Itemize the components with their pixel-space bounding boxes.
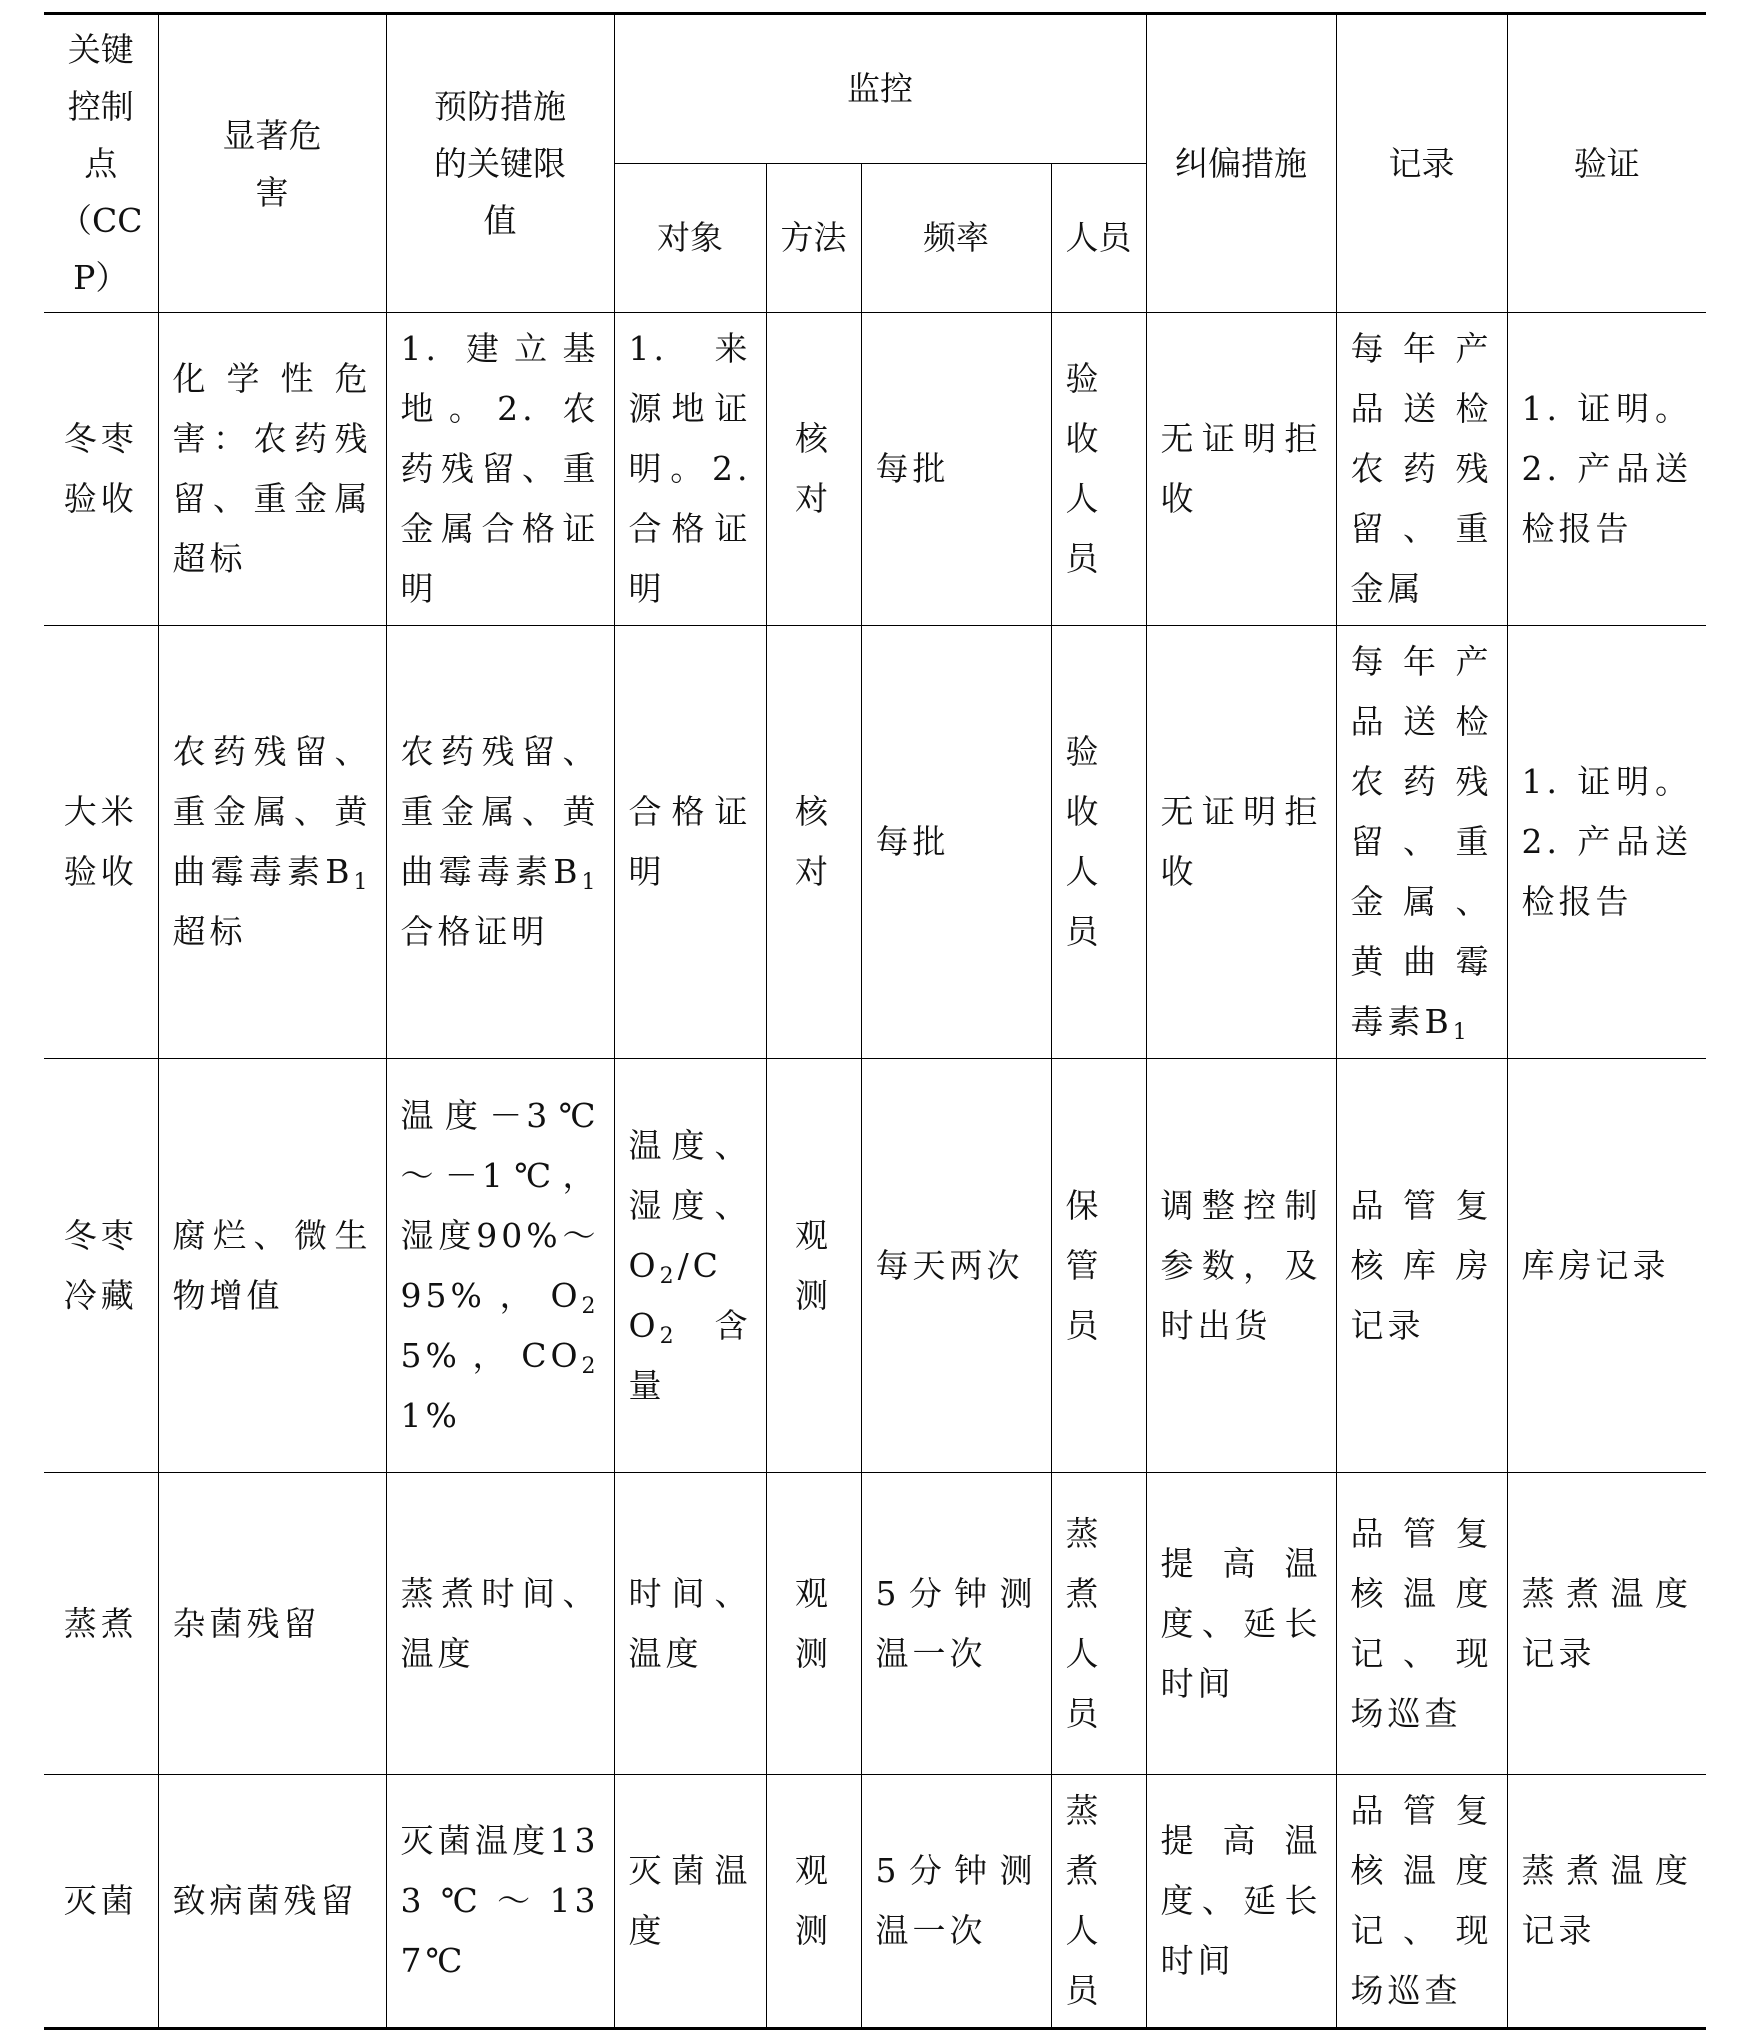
cell-object xyxy=(614,1059,766,1473)
cell-record: 品管复核库房记录 xyxy=(1336,1059,1507,1473)
cell-personnel: 验收人员 xyxy=(1051,313,1146,626)
cell-hazard: 杂菌残留 xyxy=(158,1473,386,1775)
cell-limit: 灭菌温度133℃～137℃ xyxy=(386,1775,614,2029)
col-header-verification: 验证 xyxy=(1507,14,1706,313)
cell-record: 品管复核温度记、现场巡查 xyxy=(1336,1473,1507,1775)
cell-ccp: 冬枣冷藏 xyxy=(44,1059,158,1473)
table-row xyxy=(44,1775,1706,2029)
cell-limit xyxy=(386,626,614,1059)
cell-correction: 调整控制参数，及时出货 xyxy=(1146,1059,1336,1473)
table-row xyxy=(44,626,1706,1059)
table-row xyxy=(44,1059,1706,1473)
col-header-hazard: 显著危害 xyxy=(158,14,386,313)
subscript: 2 xyxy=(581,1353,600,1379)
cell-ccp: 蒸煮 xyxy=(44,1473,158,1775)
cell-object: 1. 来源地证明。2. 合格证明 xyxy=(614,313,766,626)
cell-verification: 1. 证明。2. 产品送检报告 xyxy=(1507,313,1706,626)
cell-verification: 蒸煮温度记录 xyxy=(1507,1473,1706,1775)
col-header-correction: 纠偏措施 xyxy=(1146,14,1336,313)
cell-verification: 1. 证明。2. 产品送检报告 xyxy=(1507,626,1706,1059)
text-segment: 每年产品送检农药残留、重金属、黄曲霉毒素B xyxy=(1350,642,1493,1041)
cell-frequency: 每批 xyxy=(861,626,1051,1059)
cell-verification: 库房记录 xyxy=(1507,1059,1706,1473)
cell-correction: 提高温度、延长时间 xyxy=(1146,1775,1336,2029)
cell-personnel: 蒸煮人员 xyxy=(1051,1473,1146,1775)
haccp-table xyxy=(44,12,1706,2030)
col-header-frequency: 频率 xyxy=(861,163,1051,313)
cell-hazard xyxy=(158,626,386,1059)
cell-hazard: 腐烂、微生物增值 xyxy=(158,1059,386,1473)
cell-method: 观测 xyxy=(766,1473,861,1775)
cell-correction: 无证明拒收 xyxy=(1146,626,1336,1059)
cell-object: 合格证明 xyxy=(614,626,766,1059)
text-segment: 超标 xyxy=(172,912,247,951)
cell-limit xyxy=(386,1059,614,1473)
table-row xyxy=(44,313,1706,626)
text-segment: 含量 xyxy=(628,1305,752,1405)
col-header-ccp: 关键控制点（CCP） xyxy=(44,14,158,313)
cell-object: 灭菌温度 xyxy=(614,1775,766,2029)
cell-record xyxy=(1336,626,1507,1059)
cell-ccp: 灭菌 xyxy=(44,1775,158,2029)
subscript: 2 xyxy=(581,1293,600,1319)
subscript: 1 xyxy=(1452,1020,1471,1045)
col-header-method: 方法 xyxy=(766,163,861,313)
cell-method: 核对 xyxy=(766,626,861,1059)
text-segment: 农药残留、重金属、黄曲霉毒素B xyxy=(400,732,600,891)
col-header-record: 记录 xyxy=(1336,14,1507,313)
subscript: 1 xyxy=(353,870,372,895)
cell-ccp: 冬枣验收 xyxy=(44,313,158,626)
cell-frequency: 5分钟测温一次 xyxy=(861,1775,1051,2029)
col-header-object: 对象 xyxy=(614,163,766,313)
cell-hazard: 致病菌残留 xyxy=(158,1775,386,2029)
cell-ccp: 大米验收 xyxy=(44,626,158,1059)
cell-personnel: 保管员 xyxy=(1051,1059,1146,1473)
cell-record: 每年产品送检农药残留、重金属 xyxy=(1336,313,1507,626)
cell-verification: 蒸煮温度记录 xyxy=(1507,1775,1706,2029)
cell-personnel: 蒸煮人员 xyxy=(1051,1775,1146,2029)
text-segment: 温度、湿度、O xyxy=(628,1125,752,1285)
cell-limit: 1. 建立基地。2. 农药残留、重金属合格证明 xyxy=(386,313,614,626)
subscript: 1 xyxy=(581,870,600,895)
text-segment: 温度－3℃～－1℃，湿度90%～95%，O xyxy=(400,1095,600,1315)
cell-frequency: 每天两次 xyxy=(861,1059,1051,1473)
col-header-personnel: 人员 xyxy=(1051,163,1146,313)
col-header-limit: 预防措施的关键限值 xyxy=(386,14,614,313)
subscript: 2 xyxy=(659,1263,678,1289)
cell-personnel: 验收人员 xyxy=(1051,626,1146,1059)
table-row xyxy=(44,1473,1706,1775)
text-segment: /CO xyxy=(628,1245,722,1345)
text-segment: 农药残留、重金属、黄曲霉毒素B xyxy=(172,732,372,891)
cell-correction: 提高温度、延长时间 xyxy=(1146,1473,1336,1775)
col-header-monitoring: 监控 xyxy=(614,14,1146,164)
cell-limit: 蒸煮时间、温度 xyxy=(386,1473,614,1775)
text-segment: 合格证明 xyxy=(400,912,549,951)
cell-method: 核对 xyxy=(766,313,861,626)
subscript: 2 xyxy=(659,1323,678,1349)
cell-frequency: 5分钟测温一次 xyxy=(861,1473,1051,1775)
header-row-top xyxy=(44,14,1706,164)
cell-correction: 无证明拒收 xyxy=(1146,313,1336,626)
cell-object: 时间、温度 xyxy=(614,1473,766,1775)
cell-frequency: 每批 xyxy=(861,313,1051,626)
cell-method: 观测 xyxy=(766,1059,861,1473)
text-segment: 5%，CO xyxy=(400,1335,582,1375)
text-segment: 1% xyxy=(400,1395,461,1435)
cell-hazard: 化学性危害：农药残留、重金属超标 xyxy=(158,313,386,626)
cell-record: 品管复核温度记、现场巡查 xyxy=(1336,1775,1507,2029)
cell-method: 观测 xyxy=(766,1775,861,2029)
